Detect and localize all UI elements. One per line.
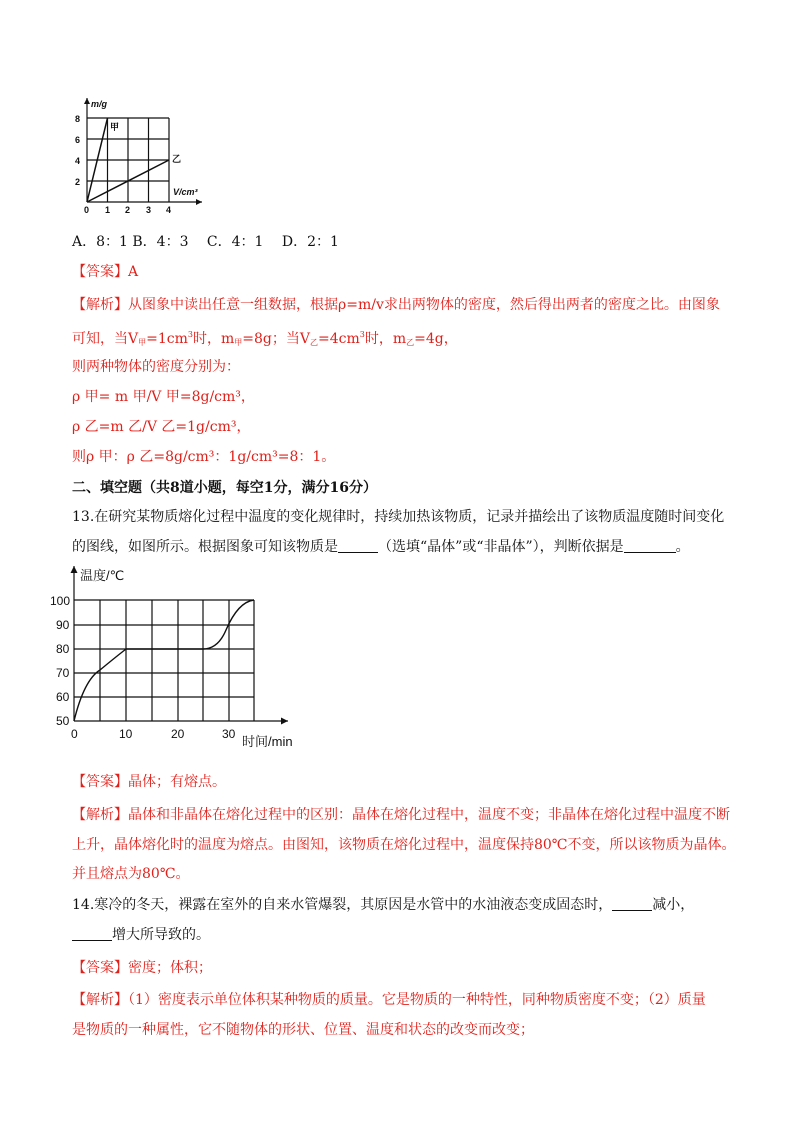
- y-tick: 6: [75, 135, 81, 145]
- q14-blank-1[interactable]: [612, 896, 652, 911]
- melting-curve: [74, 600, 254, 721]
- q13-analysis-line1: 【解析】晶体和非晶体在熔化过程中的区别：晶体在熔化过程中，温度不变；非晶体在熔化过程中温度不断: [72, 807, 730, 823]
- temperature-time-graph: [50, 560, 310, 755]
- q14-answer: 【答案】密度；体积；: [72, 960, 212, 976]
- x-tick: 1: [105, 205, 111, 215]
- q13-line2: 的图线，如图所示。根据图象可知该物质是 （选填“晶体”或“非晶体”），判断依据是 。: [72, 539, 690, 555]
- q14-blank-2[interactable]: [72, 926, 112, 941]
- q14-line2: 增大所导致的。: [72, 925, 210, 945]
- y-tick: 4: [75, 156, 81, 166]
- y-axis-label: 温度/℃: [80, 568, 125, 583]
- x-tick: 30: [222, 727, 236, 741]
- series-yi-label: 乙: [172, 154, 182, 164]
- x-tick: 4: [166, 205, 172, 215]
- x-tick: 10: [119, 727, 133, 741]
- mass-volume-graph: [70, 92, 220, 217]
- x-axis-label: 时间/min: [242, 734, 293, 749]
- q12-analysis-line5: ρ 乙=m 乙/V 乙=1g/cm³，: [72, 419, 251, 435]
- x-tick: 3: [146, 205, 152, 215]
- y-tick: 50: [56, 714, 70, 728]
- y-axis-label: m/g: [91, 99, 108, 109]
- q13-blank-1[interactable]: [338, 538, 378, 553]
- q12-analysis-line2: 可知，当$V_甲=1cm^3$时，$m_甲=8g$；当$V_乙=4cm^3$时，$m_乙=4g$，: [72, 330, 458, 347]
- q13-line1: 13.在研究某物质熔化过程中温度的变化规律时，持续加热该物质，记录并描绘出了该物质温度随时间变化: [72, 509, 725, 525]
- q12-analysis-line1: 【解析】从图象中读出任意一组数据，根据ρ=m/v求出两物体的密度，然后得出两者的密度之比。由图象: [72, 297, 720, 313]
- x-axis-label: V/cm³: [173, 187, 198, 197]
- section-title: 二、填空题（共8道小题，每空1分，满分16分）: [72, 480, 377, 496]
- y-tick: 60: [56, 690, 70, 704]
- y-tick: 80: [56, 642, 70, 656]
- q12-answer: 【答案】A: [72, 264, 139, 280]
- q14-analysis-line2: 是物质的一种属性，它不随物体的形状、位置、温度和状态的改变而改变；: [72, 1022, 534, 1038]
- y-tick: 100: [50, 594, 71, 608]
- q14-line1: 14.寒冷的冬天，裸露在室外的自来水管爆裂，其原因是水管中的水油液态变成固态时， 减小，: [72, 897, 695, 913]
- x-tick: 0: [71, 727, 78, 741]
- q13-answer: 【答案】晶体；有熔点。: [72, 774, 226, 790]
- q12-analysis-line6: 则ρ 甲：ρ 乙=8g/cm³：1g/cm³=8：1。: [72, 449, 336, 465]
- y-tick: 70: [56, 666, 70, 680]
- x-tick: 2: [125, 205, 131, 215]
- y-tick: 8: [75, 114, 81, 124]
- q13-analysis-line3: 并且熔点为80℃。: [72, 866, 190, 882]
- q12-analysis-line4: ρ 甲= m 甲/V 甲=8g/cm³，: [72, 389, 255, 405]
- q13-analysis-line2: 上升，晶体熔化时的温度为熔点。由图知，该物质在熔化过程中，温度保持80℃不变，所以该物质为晶体。: [72, 837, 736, 853]
- x-tick: 20: [171, 727, 185, 741]
- q13-blank-2[interactable]: [624, 538, 676, 553]
- y-tick: 90: [56, 618, 70, 632]
- series-jia-label: 甲: [110, 122, 120, 132]
- q14-analysis-line1: 【解析】（1）密度表示单位体积某种物质的质量。它是物质的一种特性，同种物质密度不变；（2）质量: [72, 992, 706, 1008]
- x-tick: 0: [84, 205, 90, 215]
- q12-analysis-line3: 则两种物体的密度分别为：: [72, 359, 240, 375]
- y-tick: 2: [75, 177, 81, 187]
- q12-options: A．8：1 B．4：3 C．4：1 D．2：1: [72, 234, 339, 250]
